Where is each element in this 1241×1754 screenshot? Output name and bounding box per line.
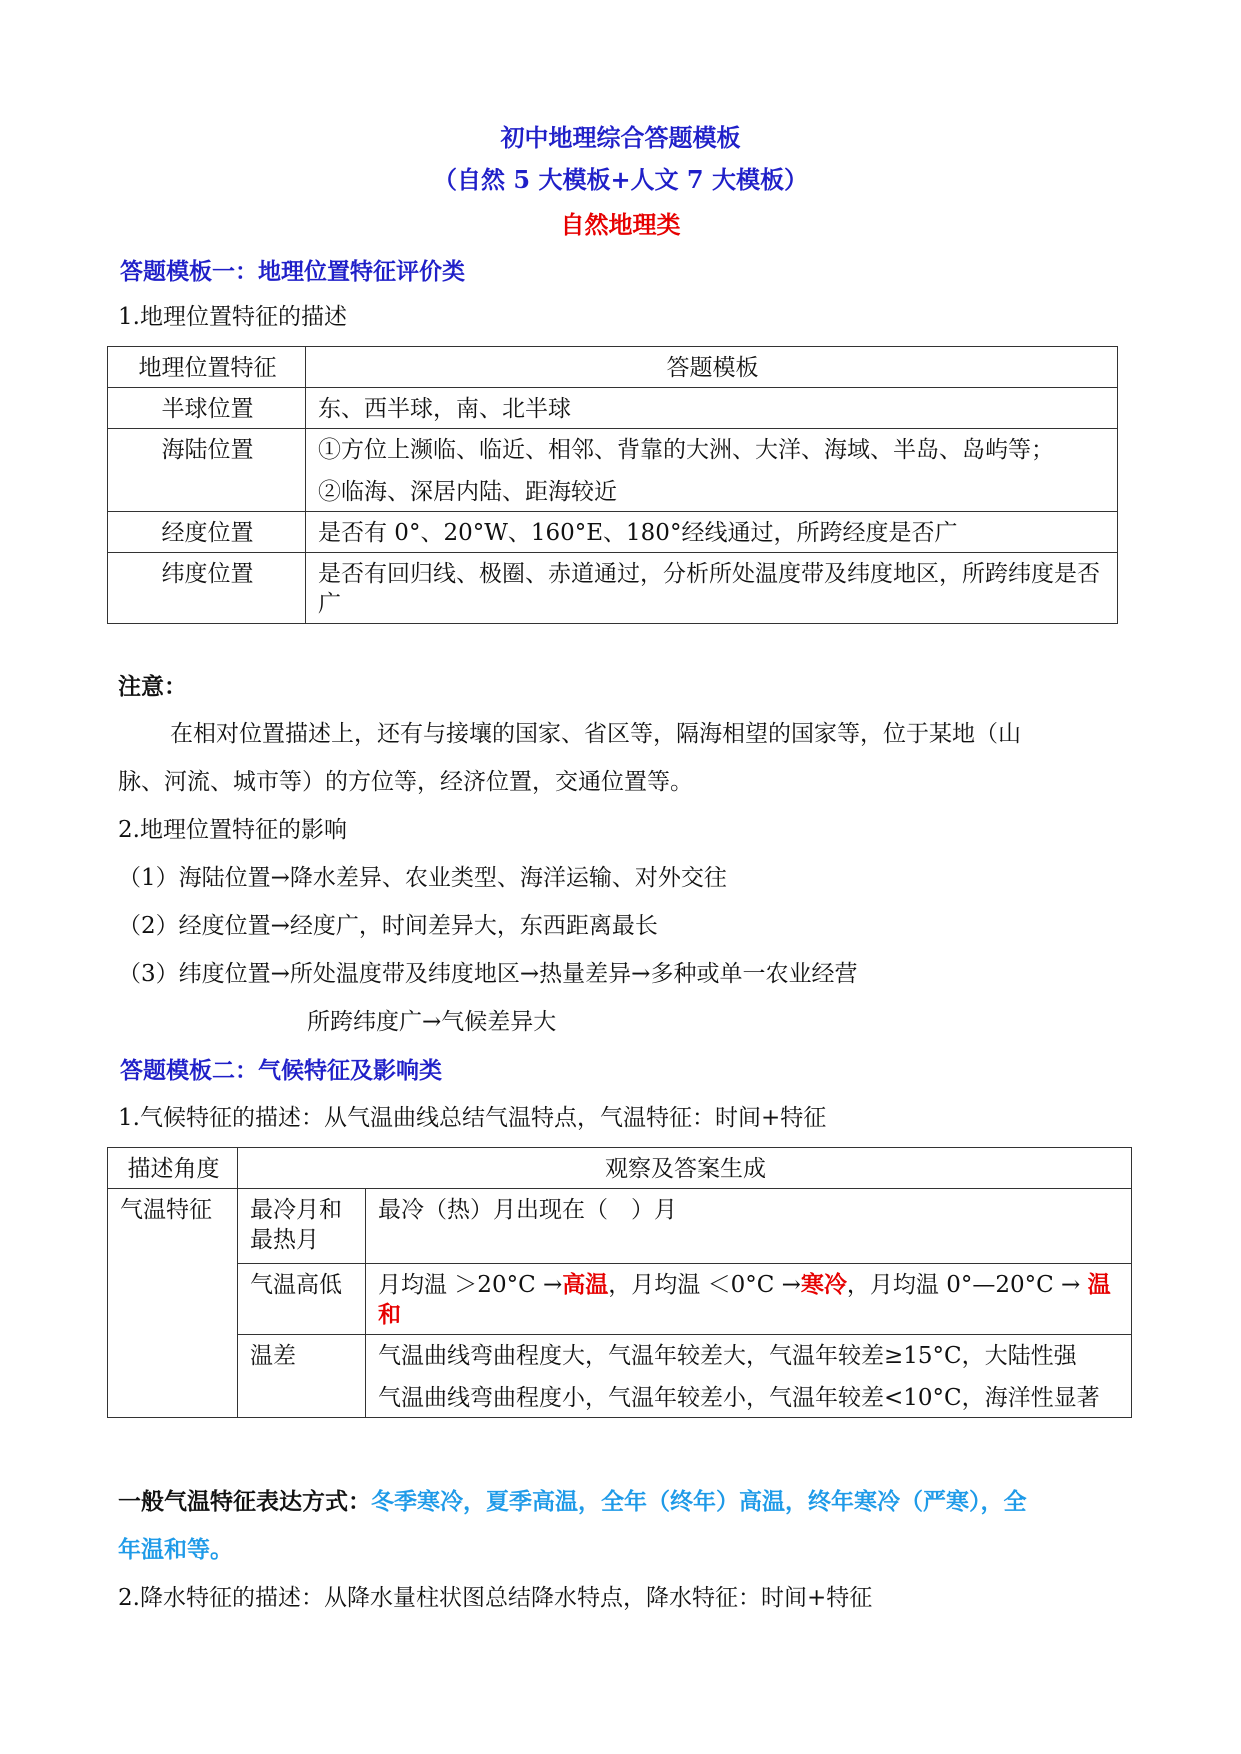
row-label: 纬度位置 — [108, 553, 306, 624]
sub-label: 温差 — [238, 1335, 366, 1418]
table-row — [108, 429, 1118, 512]
row-content: 最冷（热）月出现在（ ）月 — [366, 1189, 1132, 1264]
row-content — [366, 1335, 1132, 1418]
table-header: 地理位置特征 — [108, 347, 306, 388]
table-row — [108, 1264, 1132, 1335]
template1-heading: 答题模板一：地理位置特征评价类 — [120, 258, 465, 285]
cell-text: 气温曲线弯曲程度小，气温年较差小，气温年较差<10°C，海洋性显著 — [378, 1385, 1100, 1411]
page-title: 初中地理综合答题模板 — [500, 123, 741, 152]
summary-text: 冬季寒冷，夏季高温，全年（终年）高温，终年寒冷（严寒），全 — [371, 1488, 1027, 1515]
row-content — [366, 1264, 1132, 1335]
template1-q1: 1.地理位置特征的描述 — [118, 304, 347, 330]
note-label: 注意： — [118, 673, 187, 700]
row-content — [306, 553, 1118, 624]
table-row — [108, 553, 1118, 624]
cell-text: 气温曲线弯曲程度大，气温年较差大，气温年较差≥15°C，大陆性强 — [378, 1343, 1077, 1369]
summary-label: 一般气温特征表达方式： — [118, 1488, 371, 1515]
summary-line — [118, 1483, 1027, 1516]
row-content — [306, 388, 1118, 429]
table-header: 答题模板 — [306, 347, 1118, 388]
highlight-text: 温和 — [378, 1271, 1111, 1328]
table-row — [108, 512, 1118, 553]
row-label: 经度位置 — [108, 512, 306, 553]
highlight-text: 高温 — [562, 1271, 609, 1298]
cell-text: ，月均温 ＜0°C → — [608, 1272, 801, 1298]
template1-q2: 2.地理位置特征的影响 — [118, 817, 347, 843]
cell-text: ，月均温 0°—20°C → — [846, 1272, 1081, 1298]
row-label: 半球位置 — [108, 388, 306, 429]
group-label: 气温特征 — [108, 1189, 238, 1418]
table-row — [108, 1189, 1132, 1264]
highlight-text: 寒冷 — [800, 1271, 847, 1298]
template2-q1: 1.气候特征的描述：从气温曲线总结气温特点，气温特征：时间+特征 — [118, 1105, 827, 1131]
section-title: 自然地理类 — [560, 210, 681, 239]
table-row — [108, 1335, 1132, 1418]
impact-item: （1）海陆位置→降水差异、农业类型、海洋运输、对外交往 — [118, 865, 727, 891]
row-content — [306, 512, 1118, 553]
cell-text: 是否有回归线、极圈、赤道通过，分析所处温度带及纬度地区，所跨纬度是否广 — [318, 561, 1100, 617]
table-row — [108, 347, 1118, 388]
cell-text: 东、西半球，南、北半球 — [318, 396, 571, 422]
table-row — [108, 1148, 1132, 1189]
location-table — [107, 346, 1118, 624]
template2-heading: 答题模板二：气候特征及影响类 — [120, 1057, 442, 1084]
summary-text: 年温和等。 — [118, 1536, 233, 1563]
cell-text: 是否有 0°、20°W、160°E、180°经线通过，所跨经度是否广 — [318, 520, 958, 546]
table-row — [108, 388, 1118, 429]
note-line: 脉、河流、城市等）的方位等，经济位置，交通位置等。 — [118, 769, 693, 795]
cell-text: ②临海、深居内陆、距海较近 — [318, 479, 617, 505]
page-subtitle: （自然 5 大模板+人文 7 大模板） — [433, 165, 808, 194]
impact-extra: 所跨纬度广→气候差异大 — [307, 1009, 557, 1035]
table-header: 描述角度 — [108, 1148, 238, 1189]
impact-item: （2）经度位置→经度广，时间差异大，东西距离最长 — [118, 913, 658, 939]
table-header: 观察及答案生成 — [238, 1148, 1132, 1189]
note-line: 在相对位置描述上，还有与接壤的国家、省区等，隔海相望的国家等，位于某地（山 — [170, 721, 1021, 747]
row-label: 海陆位置 — [108, 429, 306, 512]
sub-label: 最冷月和最热月 — [238, 1189, 366, 1264]
row-content — [306, 429, 1118, 512]
cell-text: ①方位上濒临、临近、相邻、背靠的大洲、大洋、海域、半岛、岛屿等； — [318, 437, 1054, 463]
impact-item: （3）纬度位置→所处温度带及纬度地区→热量差异→多种或单一农业经营 — [118, 961, 858, 987]
climate-table — [107, 1147, 1132, 1418]
sub-label: 气温高低 — [238, 1264, 366, 1335]
cell-text: 月均温 ＞20°C → — [378, 1272, 563, 1298]
template2-q2: 2.降水特征的描述：从降水量柱状图总结降水特点，降水特征：时间+特征 — [118, 1585, 873, 1611]
